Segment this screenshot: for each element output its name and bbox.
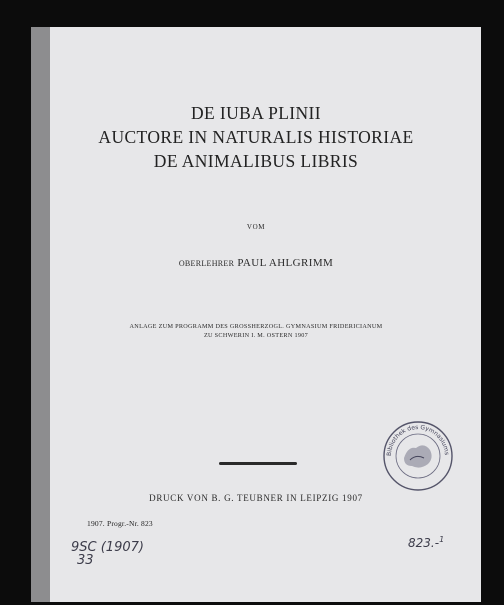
handwritten-number-sup: 1: [439, 535, 445, 544]
vom-label: VOM: [246, 223, 266, 231]
shelfmark-line-2: 33: [77, 553, 94, 568]
handwritten-number-main: 823.-: [408, 536, 440, 550]
printer-imprint: DRUCK VON B. G. TEUBNER IN LEIPZIG 1907: [149, 493, 363, 503]
stamp-text: Bibliothek des Gymnasiums: [385, 423, 451, 457]
author-name: PAUL AHLGRIMM: [237, 257, 334, 269]
title-line-3: DE ANIMALIBUS LIBRIS: [153, 151, 359, 171]
author-rank: OBERLEHRER: [178, 259, 235, 268]
anlage-line-1: ANLAGE ZUM PROGRAMM DES GROSSHERZOGL. GYMNASIUM FRIDERICIANUM: [129, 323, 383, 330]
program-number: 1907. Progr.-Nr. 823: [87, 519, 153, 528]
ornamental-rule: [219, 462, 297, 465]
handwritten-number: [408, 535, 444, 550]
title-line-2: AUCTORE IN NATURALIS HISTORIAE: [98, 127, 414, 147]
title-page: [31, 27, 481, 602]
library-stamp-icon: [380, 420, 456, 492]
anlage-line-2: ZU SCHWERIN I. M. OSTERN 1907: [203, 332, 309, 339]
handwritten-shelfmark: [71, 541, 144, 567]
anlage-text: [31, 322, 481, 340]
shelfmark-line-1: 9SC (1907): [71, 540, 144, 555]
author-line: [31, 257, 481, 269]
title-line-1: DE IUBA PLINII: [190, 103, 322, 123]
book-title: [31, 101, 481, 173]
